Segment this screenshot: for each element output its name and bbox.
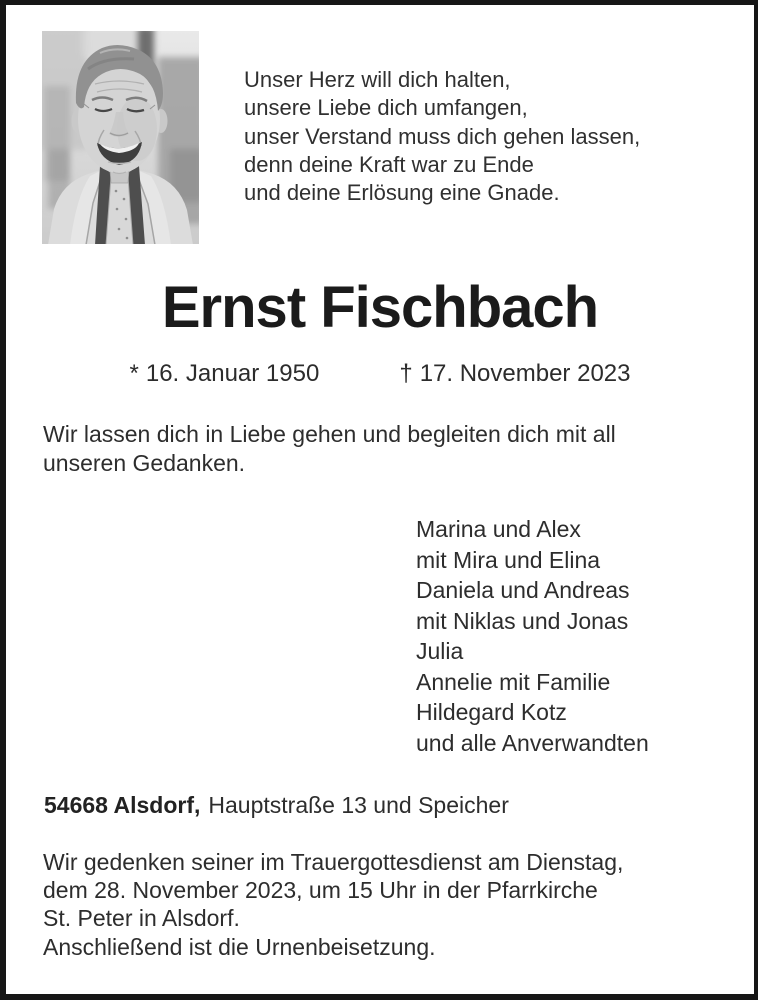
- service-line: Wir gedenken seiner im Trauergottesdienst am Dienstag,: [43, 849, 624, 875]
- poem-line: Unser Herz will dich halten,: [244, 67, 511, 92]
- portrait-photo: [42, 31, 199, 244]
- birth-date: [130, 360, 320, 388]
- deceased-name: Ernst Fischbach: [161, 275, 599, 340]
- mourner-line: Hildegard Kotz: [416, 699, 567, 725]
- service-line: Anschließend ist die Urnenbeisetzung.: [43, 933, 436, 960]
- mourner-line: Marina und Alex: [416, 516, 581, 542]
- poem-line: unser Verstand muss dich gehen lassen,: [244, 123, 641, 149]
- poem-line: und deine Erlösung eine Gnade.: [244, 180, 560, 206]
- farewell-message: [43, 420, 616, 478]
- mourner-line: Julia: [416, 638, 464, 664]
- service-line: dem 28. November 2023, um 15 Uhr in der Pfarrkirche: [43, 877, 598, 904]
- birth-date-text: 16. Januar 1950: [145, 360, 320, 387]
- born-symbol: *: [129, 360, 139, 387]
- life-dates: [6, 360, 754, 388]
- poem-line: unsere Liebe dich umfangen,: [244, 95, 528, 121]
- farewell-line: Wir lassen dich in Liebe gehen und begleiten dich mit all: [43, 421, 616, 447]
- death-date: [399, 360, 630, 388]
- mourner-line: Annelie mit Familie: [416, 668, 611, 695]
- mourner-line: mit Niklas und Jonas: [416, 607, 629, 634]
- mourner-line: Daniela und Andreas: [416, 577, 630, 603]
- farewell-line: unseren Gedanken.: [43, 450, 246, 476]
- mourners-list: [416, 514, 649, 758]
- service-line: St. Peter in Alsdorf.: [43, 905, 240, 932]
- mourner-line: und alle Anverwandten: [416, 729, 649, 756]
- portrait-illustration: [42, 31, 199, 244]
- died-symbol: †: [399, 360, 413, 387]
- service-information: [43, 848, 623, 961]
- poem-line: denn deine Kraft war zu Ende: [244, 151, 534, 177]
- postal-city: 54668 Alsdorf,: [44, 792, 201, 818]
- address-line: [44, 791, 509, 819]
- death-date-text: 17. November 2023: [419, 360, 631, 387]
- mourner-line: mit Mira und Elina: [416, 546, 601, 573]
- street-info: Hauptstraße 13 und Speicher: [208, 792, 509, 818]
- memorial-poem: [244, 66, 640, 207]
